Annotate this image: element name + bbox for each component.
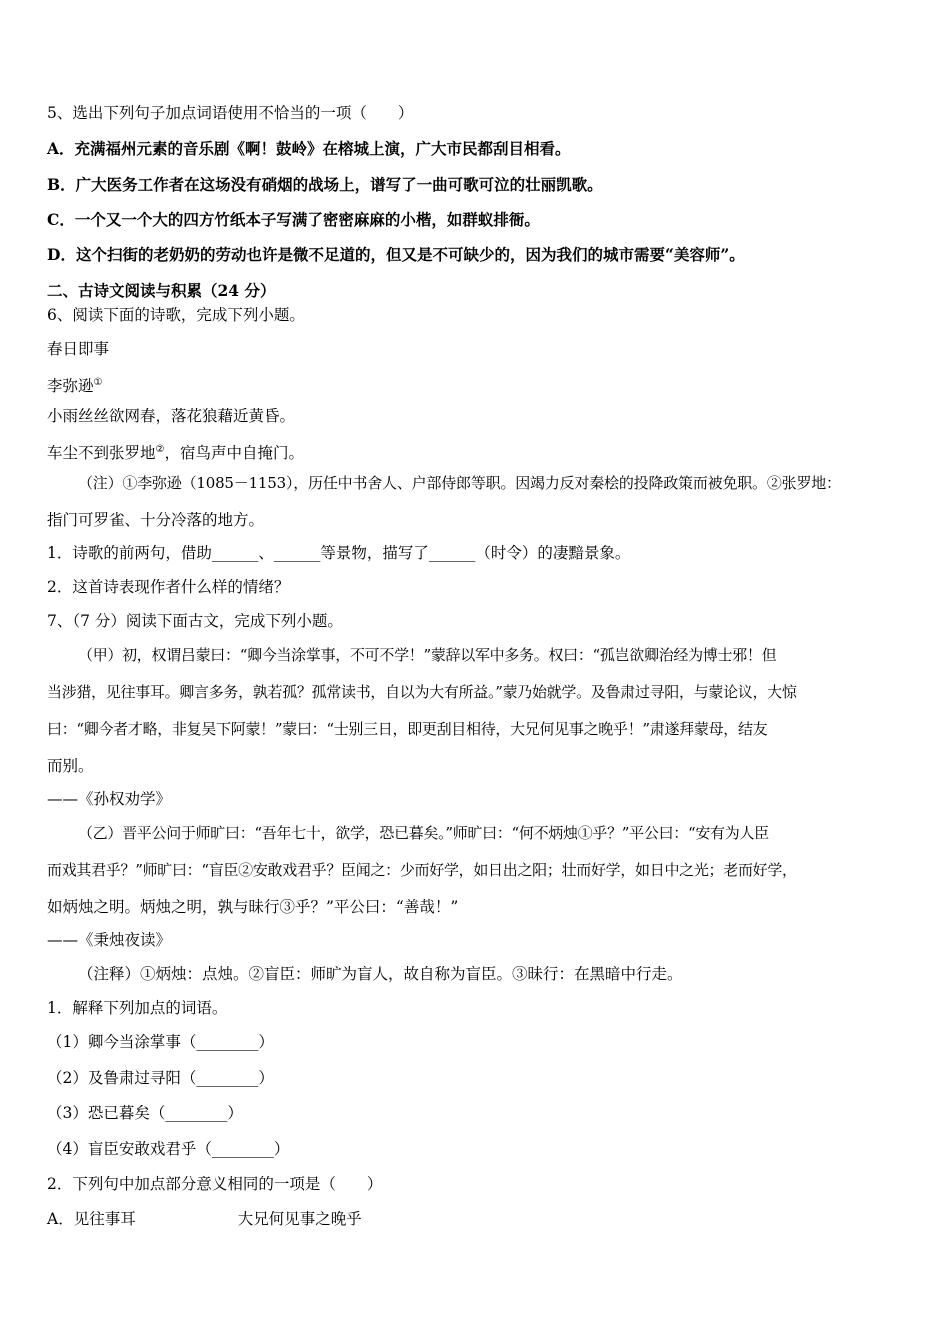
q7-blank-4: （4）盲臣安敢戏君乎（________） [47, 1140, 290, 1158]
q7-option-a [47, 1209, 906, 1229]
q5-option-a: A．充满福州元素的音乐剧《啊！鼓岭》在榕城上演，广大市民都刮目相看。 [47, 139, 571, 158]
passage-yi-line-2: 而戏其君乎？”师旷曰：“盲臣②安敢戏君乎？臣闻之：少而好学，如日出之阳；壮而好学，如日中之光；老而好学， [47, 861, 797, 879]
q7-subquestion-1: 1．解释下列加点的词语。 [47, 999, 228, 1017]
author-footnote-mark: ① [93, 377, 103, 388]
q7-stem: 7、（7 分）阅读下面古文，完成下列小题。 [47, 612, 343, 630]
q7-blank-2: （2）及鲁肃过寻阳（________） [47, 1069, 274, 1087]
poem-note-line-2: 指门可罗雀、十分冷落的地方。 [47, 511, 265, 529]
poem-author: 李弥逊① [47, 377, 103, 396]
passage-notes: （注释）①炳烛：点烛。②盲臣：师旷为盲人，故自称为盲臣。③昧行：在黑暗中行走。 [78, 965, 683, 983]
poem-line-1: 小雨丝丝欲网春，落花狼藉近黄昏。 [47, 407, 296, 425]
passage-jia-line-2: 当涉猎，见往事耳。卿言多务，孰若孤？孤常读书，自以为大有所益。”蒙乃始就学。及鲁肃过寻阳，与蒙论议，大惊 [47, 683, 797, 701]
option-a-sentence: A．见往事耳 [47, 1210, 136, 1228]
passage-jia-line-3: 曰：“卿今者才略，非复吴下阿蒙！”蒙曰：“士别三日，即更刮目相待，大兄何见事之晚乎！”肃遂拜蒙母，结友 [47, 720, 768, 738]
passage-jia-line-1: （甲）初，权谓吕蒙曰：“卿今当涂掌事，不可不学！”蒙辞以军中多务。权曰：“孤岂欲卿治经为博士邪！但 [78, 646, 777, 664]
q6-stem: 6、阅读下面的诗歌，完成下列小题。 [47, 306, 305, 324]
q7-blank-1: （1）卿今当涂掌事（________） [47, 1033, 274, 1051]
q5-stem: 5、选出下列句子加点词语使用不恰当的一项（ ） [47, 104, 414, 122]
q5-option-c: C．一个又一个大的四方竹纸本子写满了密密麻麻的小楷，如群蚁排衙。 [47, 210, 540, 229]
poem-title: 春日即事 [47, 340, 110, 358]
poem-note-line-1: （注）①李弥逊（1085－1153），历任中书舍人、户部侍郎等职。因竭力反对秦桧的投降政策而被免职。②张罗地： [78, 474, 841, 492]
poem-line-2: 车尘不到张罗地②，宿鸟声中自掩门。 [47, 444, 304, 463]
passage-jia-source: ——《孙权劝学》 [47, 790, 172, 808]
q5-option-d: D．这个扫街的老奶奶的劳动也许是微不足道的，但又是不可缺少的，因为我们的城市需要“美容师”。 [47, 245, 745, 264]
q6-subquestion-1: 1．诗歌的前两句，借助______、______等景物，描写了______（时令）的凄黯景象。 [47, 544, 631, 562]
q5-option-b: B．广大医务工作者在这场没有硝烟的战场上，谱写了一曲可歌可泣的壮丽凯歌。 [47, 175, 603, 194]
passage-yi-source: ——《秉烛夜读》 [47, 931, 172, 949]
section-heading: 二、古诗文阅读与积累（24 分） [47, 281, 276, 300]
option-a-compare: 大兄何见事之晚乎 [237, 1210, 362, 1228]
poem-footnote-mark: ② [155, 444, 165, 455]
passage-jia-line-4: 而别。 [47, 757, 94, 775]
passage-yi-line-3: 如炳烛之明。炳烛之明，孰与昧行③乎？”平公曰：“善哉！” [47, 898, 459, 916]
q7-blank-3: （3）恐已暮矣（________） [47, 1104, 243, 1122]
passage-yi-line-1: （乙）晋平公问于师旷曰：“吾年七十，欲学，恐已暮矣。”师旷曰：“何不炳烛①乎？”平公曰：“安有为人臣 [78, 824, 769, 842]
q6-subquestion-2: 2．这首诗表现作者什么样的情绪？ [47, 578, 290, 596]
q7-subquestion-2: 2．下列句中加点部分意义相同的一项是（ ） [47, 1175, 383, 1193]
